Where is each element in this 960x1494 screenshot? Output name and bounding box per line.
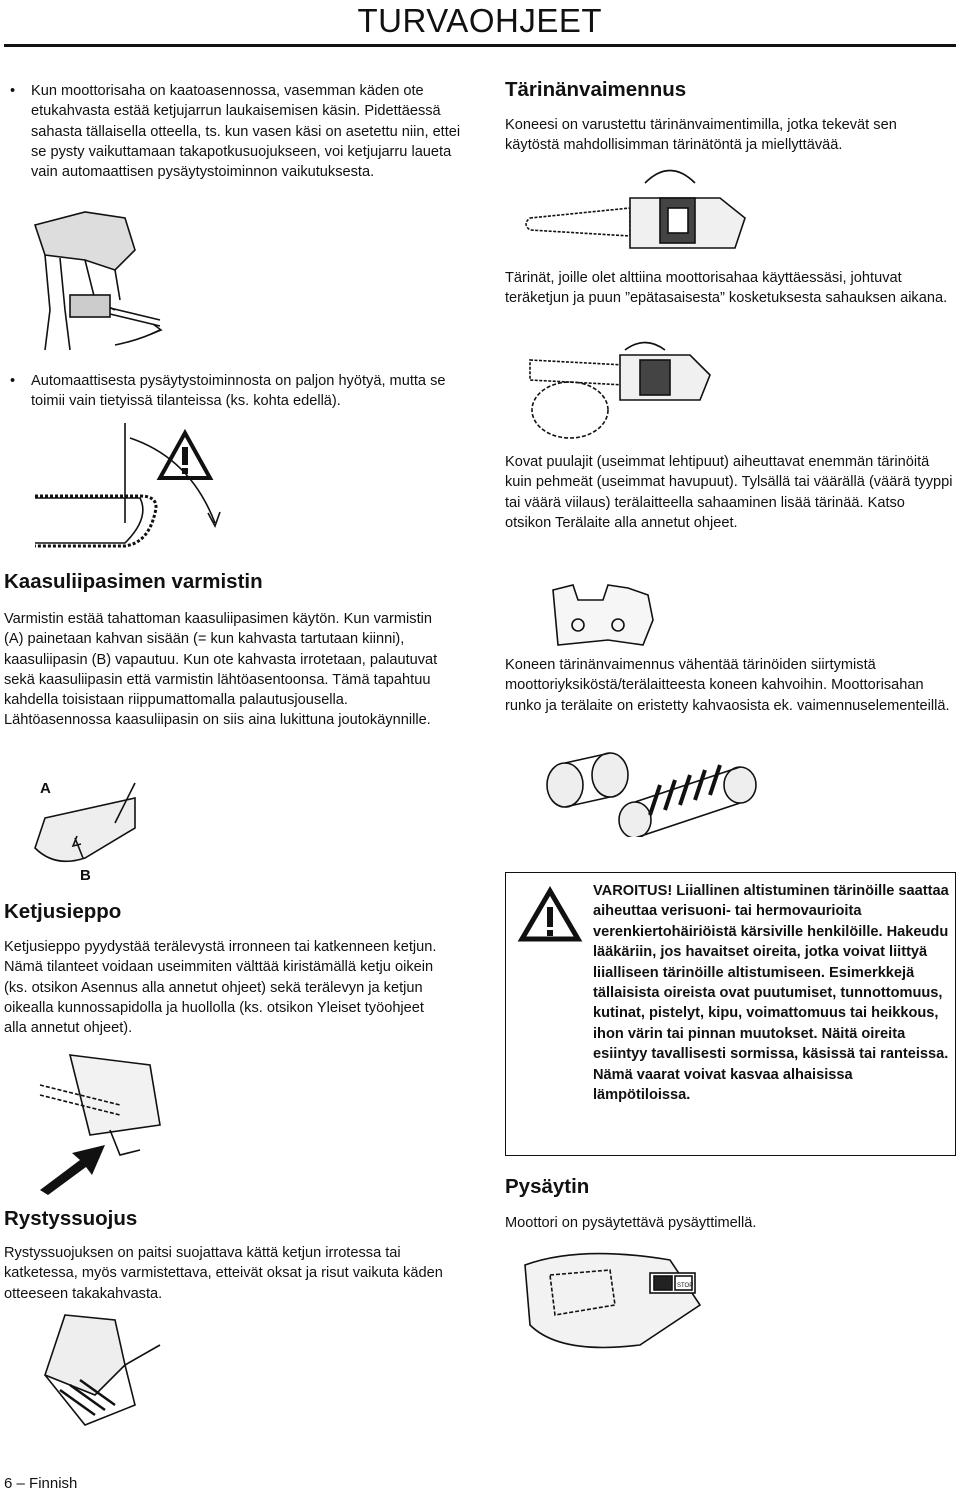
- footer-dash: –: [16, 1475, 25, 1492]
- bullet-kickback-grip: • Kun moottorisaha on kaatoasennossa, vasemman käden ote etukahvasta estää ketjujarrun laukaisemisen käsin. Pidettäessä sahasta tällaisella otteella, ts. kun vasen käsi on asetettu niin, ettei se pysty vaikuttamaan takapotkusuojukseen, voi ketjujarru laueta vain automaattisen pysäytystoiminnon vaikutuksesta.: [4, 81, 471, 182]
- page-title: TURVAOHJEET: [357, 2, 602, 39]
- operator-illustration: [25, 200, 175, 358]
- hand-guard-illustration: [25, 1305, 165, 1445]
- hand-guard-text: Rystyssuojuksen on paitsi suojattava kättä ketjun irrotessa tai katketessa, myös varmistettava, etteivät oksat ja risut vaikuta käden otteeseen takakahvasta.: [4, 1245, 443, 1302]
- vibration-damper-illustration: [540, 745, 775, 837]
- stop-switch-heading: Pysäytin: [505, 1175, 590, 1198]
- vibration-warning-box: [505, 872, 956, 1156]
- chain-catcher-illustration: [30, 1045, 170, 1195]
- vibration-paragraph-1: Koneesi on varustettu tärinänvaimentimilla, jotka tekevät sen käytöstä mahdollisimman tärinätöntä ja miellyttävää.: [505, 117, 897, 154]
- page-footer: [4, 1475, 77, 1492]
- arrow-icon: [40, 1145, 105, 1195]
- cutting-tooth-illustration: [548, 580, 658, 652]
- chainsaw-side-illustration: [520, 158, 755, 260]
- warning-triangle-icon: [160, 433, 210, 478]
- throttle-lockout-text: Varmistin estää tahattoman kaasuliipasimen käytön. Kun varmistin (A) painetaan kahvan sisään (= kun kahvasta tartutaan kiinni), kaasuliipasin (B) vapautuu. Kun ote kahvasta irrotetaan, palautuvat sekä kaasuliipasin että varmistin lähtöasentoonsa. Tämä tapahtuu kahdella toisistaan riippumattomalla palautusjousella. Lähtöasennossa kaasuliipasin on siis aina lukittuna joutokäynnille.: [4, 611, 438, 729]
- vibration-paragraph-3: Kovat puulajit (useimmat lehtipuut) aiheuttavat enemmän tärinöitä kuin pehmeät (useimmat havupuut). Tylsällä tai väärällä (väärä tyyppi tai väärä viilaus) terälaitteella sahaaminen lisää tärinää. Katso otsikon Terälaite alla annetut ohjeet.: [505, 454, 953, 531]
- chain-catcher-text: Ketjusieppo pyydystää terälevystä irronneen tai katkenneen ketjun. Nämä tilanteet voidaan useimmiten välttää kiristämällä ketju oikein (ks. otsikon Asennus alla annetut ohjeet) sekä terälevyn ja ketjun oikealla kunnossapidolla ja huollolla (ks. otsikon Yleiset työohjeet alla annetut ohjeet).: [4, 939, 437, 1037]
- stop-switch-label: STOP: [677, 1283, 694, 1289]
- warning-triangle-icon: [516, 883, 584, 947]
- throttle-lockout-illustration: [25, 778, 150, 883]
- throttle-lockout-heading: Kaasuliipasimen varmistin: [4, 570, 263, 593]
- chain-kickback-diagram: [30, 418, 245, 553]
- vibration-heading: Tärinänvaimennus: [505, 78, 687, 101]
- footer-language: Finnish: [29, 1475, 78, 1492]
- label-a: A: [40, 780, 51, 797]
- chainsaw-cutting-illustration: [525, 340, 715, 440]
- label-b: B: [80, 867, 91, 883]
- vibration-paragraph-4: Koneen tärinänvaimennus vähentää tärinöiden siirtymistä moottoriyksiköstä/terälaitteesta koneen kahvoihin. Moottorisahan runko ja terälaite on eristetty kahvaosista ek. vaimennuselementeillä.: [505, 657, 950, 714]
- page-number: 6: [4, 1475, 13, 1492]
- vibration-paragraph-2: Tärinät, joille olet alttiina moottorisahaa käyttäessäsi, johtuvat teräketjun ja puun ”epätasaisesta” kosketuksesta sahauksen aikana.: [505, 270, 948, 307]
- stop-switch-illustration: [520, 1245, 710, 1355]
- stop-switch-text: Moottori on pysäytettävä pysäyttimellä.: [505, 1215, 757, 1231]
- bullet-automatic-stop: • Automaattisesta pysäytystoiminnosta on paljon hyötyä, mutta se toimii vain tietyissä tilanteissa (ks. kohta edellä).: [4, 371, 481, 412]
- chain-catcher-heading: Ketjusieppo: [4, 900, 122, 923]
- warning-text: VAROITUS! Liiallinen altistuminen tärinöille saattaa aiheuttaa verisuoni- tai hermovaurioita verenkiertohäiriöistä kärsiville henkilöille. Hakeudu lääkäriin, jos havaitset oireita, jotka voivat liittyä liialliseen tärinöille altistumiseen. Esimerkkejä tällaisista oireista ovat puutumiset, tunnottomuus, kutinat, pistelyt, kipu, voimattomuus tai heikkous, ihon värin tai pinnan muutokset. Näitä oireita esiintyy tavallisesti sormissa, käsissä tai ranteissa. Nämä vaarat voivat kasvaa alhaisissa lämpötiloissa.: [593, 883, 949, 1104]
- header-rule: [4, 44, 956, 47]
- hand-guard-heading: Rystyssuojus: [4, 1207, 138, 1230]
